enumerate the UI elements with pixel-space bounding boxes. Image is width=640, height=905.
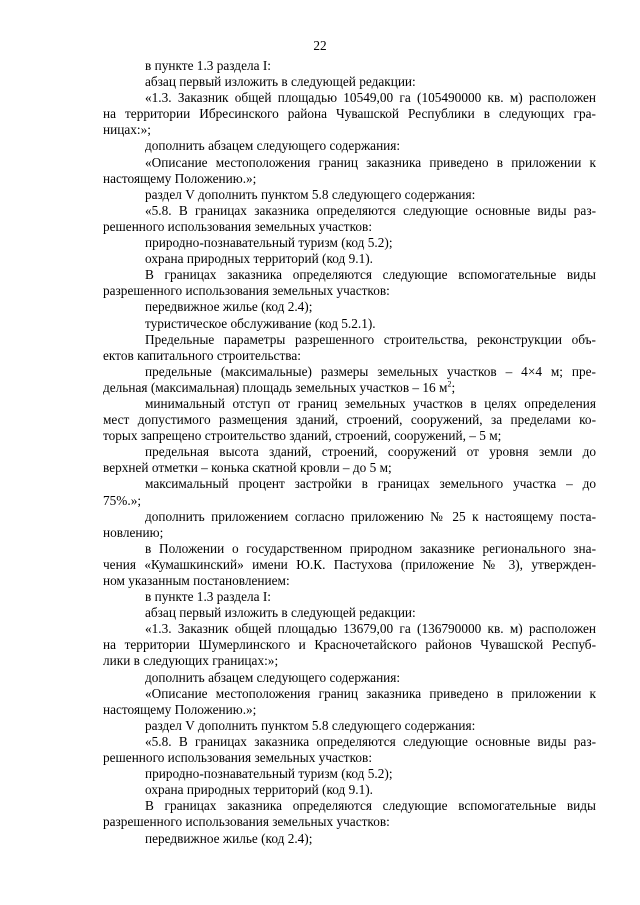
text-line-content: предельная высота зданий, строений, сооружений от уровня земли до	[145, 444, 596, 460]
text-line	[103, 573, 596, 589]
text-line-content: максимальный процент застройки в границах земельного участка – до	[145, 476, 596, 492]
text-line	[103, 187, 596, 203]
document-body	[103, 58, 596, 847]
text-line	[103, 831, 596, 847]
text-line	[103, 428, 596, 444]
text-line-content: «Описание местоположения границ заказника приведено в приложении к	[145, 685, 596, 701]
text-line-content: абзац первый изложить в следующей редакции:	[145, 74, 416, 90]
text-line-content: предельные (максимальные) размеры земельных участков – 4×4 м; пре-	[145, 363, 596, 379]
text-line-content: чения «Кумашкинский» имени Ю.К. Пастухова (приложение № 3), утвержден-	[103, 556, 596, 572]
text-line-content: верхней отметки – конька скатной кровли – до 5 м;	[103, 460, 392, 476]
text-line	[103, 444, 596, 460]
text-line	[103, 460, 596, 476]
text-line	[103, 637, 596, 653]
text-line-content: туристическое обслуживание (код 5.2.1).	[145, 315, 376, 331]
text-line-content: В границах заказника определяются следующие вспомогательные виды	[145, 798, 596, 814]
text-line-content: мест допустимого размещения зданий, строений, сооружений, за пределами ко-	[103, 412, 596, 428]
text-line	[103, 122, 596, 138]
text-line	[103, 734, 596, 750]
text-line-content: В границах заказника определяются следующие вспомогательные виды	[145, 267, 596, 283]
page-number: 22	[313, 38, 327, 53]
text-line	[103, 525, 596, 541]
text-line-content: абзац первый изложить в следующей редакции:	[145, 605, 416, 621]
text-line-content: раздел V дополнить пунктом 5.8 следующего содержания:	[145, 186, 476, 202]
text-line-content: раздел V дополнить пунктом 5.8 следующего содержания:	[145, 717, 476, 733]
text-line-content: ницах:»;	[103, 122, 151, 138]
text-line	[103, 316, 596, 332]
text-line-content: торых запрещено строительство зданий, строений, сооружений, – 5 м;	[103, 428, 502, 444]
text-line	[103, 380, 596, 396]
text-line	[103, 138, 596, 154]
text-line	[103, 364, 596, 380]
text-line-content: решенного использования земельных участков:	[103, 750, 373, 766]
text-line	[103, 605, 596, 621]
text-line	[103, 235, 596, 251]
text-line-tail: ;	[451, 379, 456, 395]
text-line	[103, 718, 596, 734]
text-line-content: в пункте 1.3 раздела I:	[145, 58, 271, 73]
text-line-content: в пункте 1.3 раздела I:	[145, 589, 271, 605]
text-line	[103, 509, 596, 525]
text-line-content: на территории Шумерлинского и Красночетайского районов Чувашской Респуб-	[103, 637, 596, 653]
text-line	[103, 750, 596, 766]
text-line-content: настоящему Положению.»;	[103, 170, 257, 186]
text-line-content: дополнить абзацем следующего содержания:	[145, 669, 401, 685]
text-line-content: решенного использования земельных участков:	[103, 218, 373, 234]
text-line	[103, 283, 596, 299]
text-line-content: в Положении о государственном природном заказнике регионального зна-	[145, 540, 596, 556]
text-line-content: Предельные параметры разрешенного строительства, реконструкции объ-	[145, 331, 596, 347]
text-line-content: разрешенного использования земельных участков:	[103, 283, 390, 299]
text-line-content: «5.8. В границах заказника определяются следующие основные виды раз-	[145, 733, 596, 749]
text-line	[103, 653, 596, 669]
text-line	[103, 332, 596, 348]
text-line	[103, 74, 596, 90]
superscript: 2	[447, 379, 452, 389]
text-line	[103, 106, 596, 122]
text-line	[103, 798, 596, 814]
text-line-content: 75%.»;	[103, 492, 142, 508]
text-line	[103, 203, 596, 219]
text-line	[103, 155, 596, 171]
text-line	[103, 702, 596, 718]
text-line	[103, 589, 596, 605]
text-line-content: минимальный отступ от границ земельных участков в целях определения	[145, 395, 596, 411]
text-line-content: лики в следующих границах:»;	[103, 653, 279, 669]
text-line	[103, 814, 596, 830]
text-line-content: передвижное жилье (код 2.4);	[145, 830, 313, 846]
text-line	[103, 348, 596, 364]
text-line	[103, 219, 596, 235]
text-line	[103, 557, 596, 573]
text-line-content: охрана природных территорий (код 9.1).	[145, 782, 373, 798]
text-line	[103, 686, 596, 702]
text-line-content: настоящему Положению.»;	[103, 701, 257, 717]
text-line-content: природно-познавательный туризм (код 5.2);	[145, 235, 393, 251]
text-line-content: охрана природных территорий (код 9.1).	[145, 251, 373, 267]
text-line	[103, 476, 596, 492]
text-line-content: разрешенного использования земельных участков:	[103, 814, 390, 830]
text-line-content: «5.8. В границах заказника определяются следующие основные виды раз-	[145, 202, 596, 218]
text-line	[103, 90, 596, 106]
text-line	[103, 670, 596, 686]
text-line	[103, 299, 596, 315]
text-line	[103, 171, 596, 187]
text-line-content: «Описание местоположения границ заказника приведено в приложении к	[145, 154, 596, 170]
text-line-content: «1.3. Заказник общей площадью 10549,00 га (105490000 кв. м) расположен	[145, 90, 596, 106]
text-line-content: передвижное жилье (код 2.4);	[145, 299, 313, 315]
text-line	[103, 251, 596, 267]
text-line-content: дополнить абзацем следующего содержания:	[145, 138, 401, 154]
text-line	[103, 412, 596, 428]
text-line-content: ном указанным постановлением:	[103, 573, 290, 588]
text-line-content: дельная (максимальная) площадь земельных участков – 16 м	[103, 379, 448, 395]
text-line	[103, 493, 596, 509]
text-line	[103, 541, 596, 557]
text-line-content: «1.3. Заказник общей площадью 13679,00 га (136790000 кв. м) расположен	[145, 621, 596, 637]
text-line	[103, 267, 596, 283]
text-line	[103, 782, 596, 798]
text-line	[103, 621, 596, 637]
text-line-content: на территории Ибресинского района Чувашской Республики в следующих гра-	[103, 106, 596, 122]
text-line-content: дополнить приложением согласно приложению № 25 к настоящему поста-	[145, 508, 596, 524]
text-line-content: природно-познавательный туризм (код 5.2);	[145, 766, 393, 782]
text-line-content: новлению;	[103, 524, 164, 540]
text-line	[103, 58, 596, 74]
text-line-content: ектов капитального строительства:	[103, 347, 301, 363]
text-line	[103, 396, 596, 412]
text-line	[103, 766, 596, 782]
